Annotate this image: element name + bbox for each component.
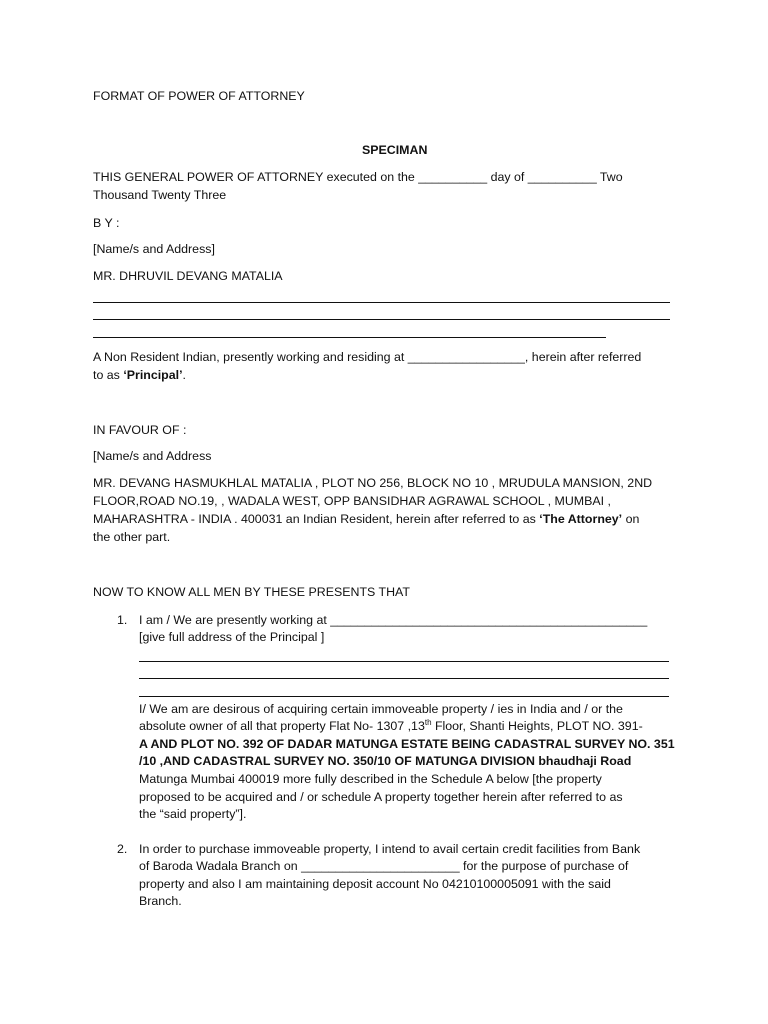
clause-1-line-2: [give full address of the Principal ] [139,630,325,644]
clause-1-para-line-5: Matunga Mumbai 400019 more fully described in the Schedule A below [the property [139,772,602,786]
name-address-placeholder: [Name/s and Address [93,449,212,463]
attorney-line-3: MAHARASHTRA - INDIA . 400031 an Indian Resident, herein after referred to as ‘The Attorney’ on [93,512,640,526]
blank-line [93,319,670,320]
blank-line [139,661,669,662]
blank-line [139,696,669,697]
clause-2-number: 2. [117,842,128,856]
attorney-line-4: the other part. [93,530,171,544]
clause-1-line-1: I am / We are presently working at ______________________________________________ [139,613,648,627]
blank-line [93,302,670,303]
clause-1-number: 1. [117,613,128,627]
by-label: B Y : [93,216,120,230]
document-heading: FORMAT OF POWER OF ATTORNEY [93,89,305,103]
clause-1-para-line-2: absolute owner of all that property Flat No- 1307 ,13th Floor, Shanti Heights, PLOT NO. 391- [139,718,643,733]
intro-line-1: THIS GENERAL POWER OF ATTORNEY executed on the __________ day of __________ Two [93,170,623,184]
specimen-title: SPECIMAN [362,143,428,157]
now-know-heading: NOW TO KNOW ALL MEN BY THESE PRESENTS THAT [93,585,410,599]
clause-1-para-line-3: A AND PLOT NO. 392 OF DADAR MATUNGA ESTATE BEING CADASTRAL SURVEY NO. 351 [139,737,675,751]
principal-term: ‘Principal’ [123,368,183,382]
principal-name: MR. DHRUVIL DEVANG MATALIA [93,269,283,283]
in-favour-of-label: IN FAVOUR OF : [93,423,187,437]
attorney-term: ‘The Attorney’ [539,512,623,526]
attorney-line-1: MR. DEVANG HASMUKHLAL MATALIA , PLOT NO 256, BLOCK NO 10 , MRUDULA MANSION, 2ND [93,476,653,490]
principal-desc-line-1: A Non Resident Indian, presently working and residing at _________________, herein after referred [93,350,642,364]
principal-desc-line-2: to as ‘Principal’. [93,368,186,382]
name-address-placeholder: [Name/s and Address] [93,242,215,256]
clause-1-para-line-7: the “said property”]. [139,807,247,821]
attorney-line-2: FLOOR,ROAD NO.19, , WADALA WEST, OPP BANSIDHAR AGRAWAL SCHOOL , MUMBAI , [93,494,611,508]
clause-1-para-line-6: proposed to be acquired and / or schedule A property together herein after referred to as [139,790,623,804]
blank-line [139,678,669,679]
blank-line [93,337,606,338]
clause-2-line-2: of Baroda Wadala Branch on _______________________ for the purpose of purchase of [139,859,629,873]
clause-2-line-1: In order to purchase immoveable property, I intend to avail certain credit facilities from Bank [139,842,641,856]
clause-1-para-line-4: /10 ,AND CADASTRAL SURVEY NO. 350/10 OF MATUNGA DIVISION bhaudhaji Road [139,754,632,768]
clause-2-line-4: Branch. [139,894,182,908]
intro-line-2: Thousand Twenty Three [93,188,227,202]
clause-1-para-line-1: I/ We am are desirous of acquiring certain immoveable property / ies in India and / or the [139,702,623,716]
clause-2-line-3: property and also I am maintaining deposit account No 04210100005091 with the said [139,877,611,891]
